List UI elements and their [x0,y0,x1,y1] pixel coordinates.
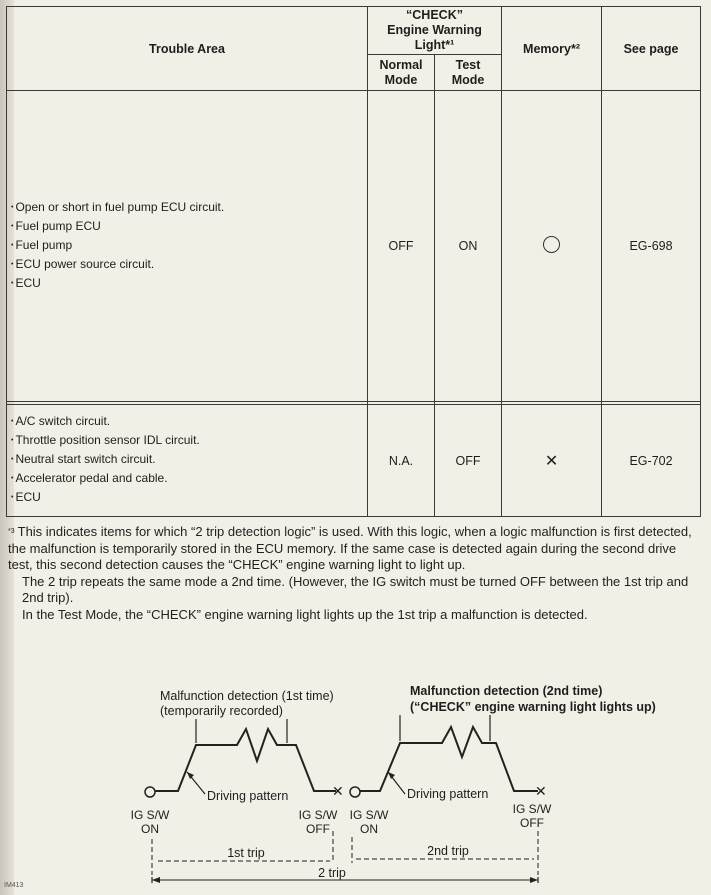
normal-mode-cell: N.A. [368,405,435,517]
driving-pattern-label-1: Driving pattern [207,789,289,803]
driving-pattern-1 [154,729,336,791]
cross-icon: ✕ [544,452,559,470]
ig-off-2-state: OFF [520,816,544,830]
ig-on-2-label: IG S/W [349,808,389,822]
arrow-head-1 [187,772,194,779]
cross-icon: ✕ [535,783,547,799]
ig-on-1-state: ON [141,822,159,836]
arrow-left-icon [152,877,160,883]
memory-cell [502,405,602,517]
test-mode-cell: ON [435,91,502,402]
footnote-test-mode: In the Test Mode, the “CHECK” engine warning light lights up the 1st trip a malfunction is detected. [22,606,588,622]
malfunction-2nd-note: (“CHECK” engine warning light lights up) [410,700,656,714]
ig-on-1-icon [145,787,155,797]
trouble-area-cell: • Open or short in fuel pump ECU circuit. • Fuel pump ECU • Fuel pump • ECU power source circuit. • ECU [7,91,368,402]
memory-cell [502,91,602,402]
circle-icon [543,236,560,253]
footnote-2-trip-repeat: The 2 trip repeats the same mode a 2nd time. (However, the IG switch must be turned OFF between the 1st trip and 2nd trip). [22,573,689,605]
ig-off-2-label: IG S/W [512,802,552,816]
see-page-cell: EG-698 [602,91,701,402]
trouble-area-cell: • A/C switch circuit. • Throttle position sensor IDL circuit. • Neutral start switch circuit. • Accelerator pedal and cable. • ECU [7,405,368,517]
header-trouble-area: Trouble Area [7,7,368,91]
table-row [7,405,701,517]
driving-pattern-2 [359,727,538,791]
header-memory: Memory*² [502,7,602,91]
malfunction-1st-label: Malfunction detection (1st time) [160,689,334,703]
header-normal-mode: Normal Mode [368,55,435,91]
ig-on-2-state: ON [360,822,378,836]
malfunction-2nd-label: Malfunction detection (2nd time) [410,684,603,698]
normal-mode-cell: OFF [368,91,435,402]
trip-1-label: 1st trip [227,846,265,860]
cross-icon: ✕ [332,783,344,799]
header-test-mode: Test Mode [435,55,502,91]
table-row [7,91,701,402]
driving-pattern-label-2: Driving pattern [407,787,489,801]
malfunction-1st-note: (temporarily recorded) [160,704,283,718]
ig-off-1-state: OFF [306,822,330,836]
see-page-cell: EG-702 [602,405,701,517]
test-mode-cell: OFF [435,405,502,517]
header-check-light: “CHECK” Engine Warning Light*¹ [368,7,502,55]
trouble-table [6,6,701,517]
ig-on-1-label: IG S/W [130,808,170,822]
arrow-right-icon [530,877,538,883]
header-see-page: See page [602,7,701,91]
ig-off-1-label: IG S/W [298,808,338,822]
trip-2-label: 2nd trip [427,844,469,858]
two-trip-diagram [0,655,711,883]
ig-on-2-icon [350,787,360,797]
two-trip-label: 2 trip [318,866,346,880]
figure-id: IM413 [4,882,24,889]
footnote-2-trip-logic: *3 This indicates items for which “2 trip detection logic” is used. With this logic, when a logic malfunction is first detected, the malfunction is temporarily stored in the ECU memory. If the same case is detected again during the second drive test, this second detection causes the “CHECK” engine warning light to light up. [8,524,702,574]
arrow-head-2 [388,772,395,779]
footnotes [8,524,702,623]
